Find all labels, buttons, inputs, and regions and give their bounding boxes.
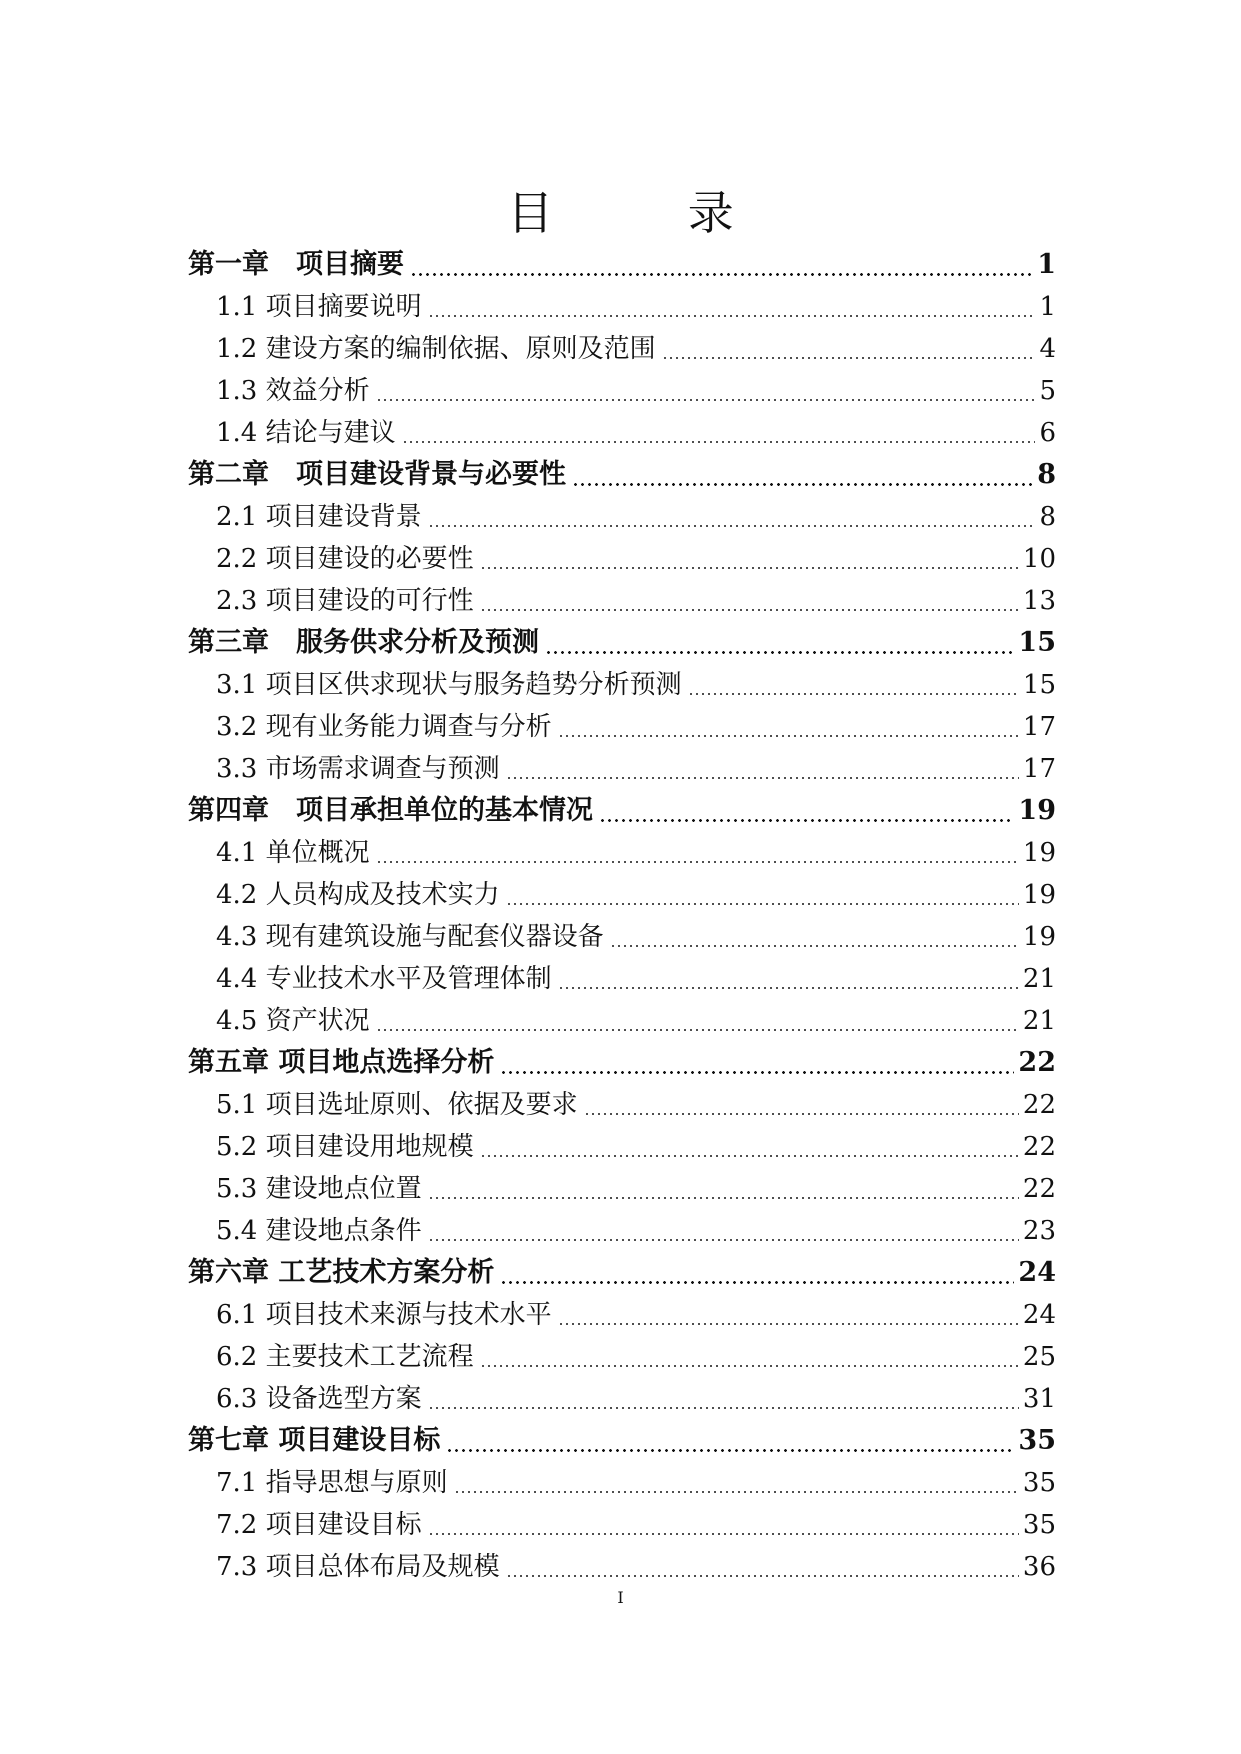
toc-chapter-entry[interactable] [188,622,1056,664]
toc-section-entry[interactable] [188,1084,1056,1126]
dot-leader [558,735,1019,737]
toc-entry-page-number: 15 [1018,627,1056,658]
toc-entry-title: 7.1 指导思想与原则 [216,1468,448,1498]
toc-entry-title: 5.2 项目建设用地规模 [216,1132,474,1162]
table-of-contents [188,244,1056,1588]
toc-entry-title: 4.1 单位概况 [216,838,370,868]
toc-section-entry[interactable] [188,706,1056,748]
toc-entry-page-number: 24 [1018,1257,1056,1288]
dot-leader [506,903,1019,905]
toc-entry-page-number: 22 [1022,1132,1056,1162]
toc-entry-page-number: 17 [1022,712,1056,742]
toc-section-entry[interactable] [188,1336,1056,1378]
toc-entry-title: 3.3 市场需求调查与预测 [216,754,500,784]
dot-leader [545,651,1014,654]
dot-leader [428,315,1036,317]
dot-leader [572,483,1033,486]
toc-section-entry[interactable] [188,958,1056,1000]
toc-entry-page-number: 8 [1037,459,1056,490]
dot-leader [506,1575,1019,1577]
toc-entry-title: 1.2 建设方案的编制依据、原则及范围 [216,334,656,364]
toc-section-entry[interactable] [188,580,1056,622]
toc-entry-title: 5.1 项目选址原则、依据及要求 [216,1090,578,1120]
toc-chapter-entry[interactable] [188,1252,1056,1294]
dot-leader [446,1449,1014,1452]
dot-leader [410,273,1033,276]
toc-section-entry[interactable] [188,1546,1056,1588]
toc-entry-page-number: 35 [1022,1510,1056,1540]
toc-entry-title: 1.4 结论与建议 [216,418,396,448]
toc-entry-page-number: 4 [1039,334,1056,364]
toc-entry-page-number: 6 [1039,418,1056,448]
toc-section-entry[interactable] [188,1168,1056,1210]
toc-entry-page-number: 15 [1022,670,1056,700]
toc-entry-page-number: 10 [1022,544,1056,574]
toc-entry-title: 5.4 建设地点条件 [216,1216,422,1246]
toc-entry-title: 4.3 现有建筑设施与配套仪器设备 [216,922,604,952]
dot-leader [480,567,1019,569]
toc-entry-title: 第七章 项目建设目标 [188,1425,441,1456]
dot-leader [376,399,1036,401]
toc-entry-title: 6.1 项目技术来源与技术水平 [216,1300,552,1330]
toc-section-entry[interactable] [188,874,1056,916]
toc-entry-page-number: 8 [1039,502,1056,532]
toc-section-entry[interactable] [188,1378,1056,1420]
toc-entry-title: 1.3 效益分析 [216,376,370,406]
dot-leader [480,1365,1019,1367]
toc-entry-page-number: 22 [1018,1047,1056,1078]
toc-entry-title: 第一章 项目摘要 [188,249,404,280]
toc-chapter-entry[interactable] [188,454,1056,496]
toc-entry-page-number: 35 [1018,1425,1056,1456]
toc-section-entry[interactable] [188,328,1056,370]
toc-entry-title: 7.3 项目总体布局及规模 [216,1552,500,1582]
toc-entry-page-number: 19 [1022,922,1056,952]
toc-entry-page-number: 13 [1022,586,1056,616]
toc-section-entry[interactable] [188,496,1056,538]
toc-entry-page-number: 25 [1022,1342,1056,1372]
toc-section-entry[interactable] [188,1462,1056,1504]
toc-chapter-entry[interactable] [188,244,1056,286]
toc-chapter-entry[interactable] [188,1420,1056,1462]
toc-entry-title: 6.3 设备选型方案 [216,1384,422,1414]
dot-leader [376,1029,1019,1031]
footer-page-number: I [617,1588,624,1607]
toc-entry-title: 4.4 专业技术水平及管理体制 [216,964,552,994]
dot-leader [688,693,1019,695]
toc-entry-title: 1.1 项目摘要说明 [216,292,422,322]
toc-entry-page-number: 22 [1022,1090,1056,1120]
toc-entry-title: 第二章 项目建设背景与必要性 [188,459,566,490]
dot-leader [584,1113,1019,1115]
dot-leader [428,1197,1019,1199]
dot-leader [428,1407,1019,1409]
toc-entry-title: 第三章 服务供求分析及预测 [188,627,539,658]
toc-section-entry[interactable] [188,370,1056,412]
toc-entry-page-number: 19 [1022,880,1056,910]
toc-entry-title: 7.2 项目建设目标 [216,1510,422,1540]
toc-section-entry[interactable] [188,1126,1056,1168]
toc-section-entry[interactable] [188,664,1056,706]
toc-entry-page-number: 24 [1022,1300,1056,1330]
toc-entry-page-number: 22 [1022,1174,1056,1204]
toc-section-entry[interactable] [188,412,1056,454]
toc-entry-page-number: 21 [1022,964,1056,994]
dot-leader [558,987,1019,989]
toc-entry-page-number: 36 [1022,1552,1056,1582]
dot-leader [500,1071,1014,1074]
toc-section-entry[interactable] [188,748,1056,790]
toc-entry-title: 6.2 主要技术工艺流程 [216,1342,474,1372]
dot-leader [428,525,1036,527]
dot-leader [558,1323,1019,1325]
dot-leader [480,609,1019,611]
toc-entry-page-number: 21 [1022,1006,1056,1036]
toc-entry-page-number: 35 [1022,1468,1056,1498]
dot-leader [610,945,1019,947]
toc-chapter-entry[interactable] [188,790,1056,832]
toc-entry-title: 4.2 人员构成及技术实力 [216,880,500,910]
toc-entry-page-number: 31 [1022,1384,1056,1414]
toc-chapter-entry[interactable] [188,1042,1056,1084]
toc-section-entry[interactable] [188,1504,1056,1546]
toc-entry-title: 第四章 项目承担单位的基本情况 [188,795,593,826]
toc-section-entry[interactable] [188,1294,1056,1336]
dot-leader [599,819,1014,822]
dot-leader [428,1239,1019,1241]
toc-entry-title: 3.2 现有业务能力调查与分析 [216,712,552,742]
toc-entry-title: 4.5 资产状况 [216,1006,370,1036]
toc-section-entry[interactable] [188,538,1056,580]
toc-entry-page-number: 1 [1039,292,1056,322]
toc-entry-title: 第五章 项目地点选择分析 [188,1047,495,1078]
toc-section-entry[interactable] [188,1000,1056,1042]
dot-leader [402,441,1036,443]
toc-entry-page-number: 19 [1022,838,1056,868]
toc-entry-title: 2.2 项目建设的必要性 [216,544,474,574]
toc-section-entry[interactable] [188,1210,1056,1252]
toc-entry-page-number: 5 [1039,376,1056,406]
toc-entry-page-number: 17 [1022,754,1056,784]
dot-leader [376,861,1019,863]
toc-entry-title: 2.1 项目建设背景 [216,502,422,532]
dot-leader [480,1155,1019,1157]
toc-entry-page-number: 19 [1018,795,1056,826]
toc-entry-page-number: 23 [1022,1216,1056,1246]
toc-section-entry[interactable] [188,916,1056,958]
dot-leader [506,777,1019,779]
toc-entry-page-number: 1 [1037,249,1056,280]
toc-entry-title: 3.1 项目区供求现状与服务趋势分析预测 [216,670,682,700]
page-title: 目 录 [507,185,794,240]
toc-section-entry[interactable] [188,286,1056,328]
dot-leader [428,1533,1019,1535]
dot-leader [454,1491,1019,1493]
dot-leader [500,1281,1014,1284]
toc-section-entry[interactable] [188,832,1056,874]
toc-entry-title: 2.3 项目建设的可行性 [216,586,474,616]
dot-leader [662,357,1036,359]
toc-entry-title: 第六章 工艺技术方案分析 [188,1257,495,1288]
toc-entry-title: 5.3 建设地点位置 [216,1174,422,1204]
